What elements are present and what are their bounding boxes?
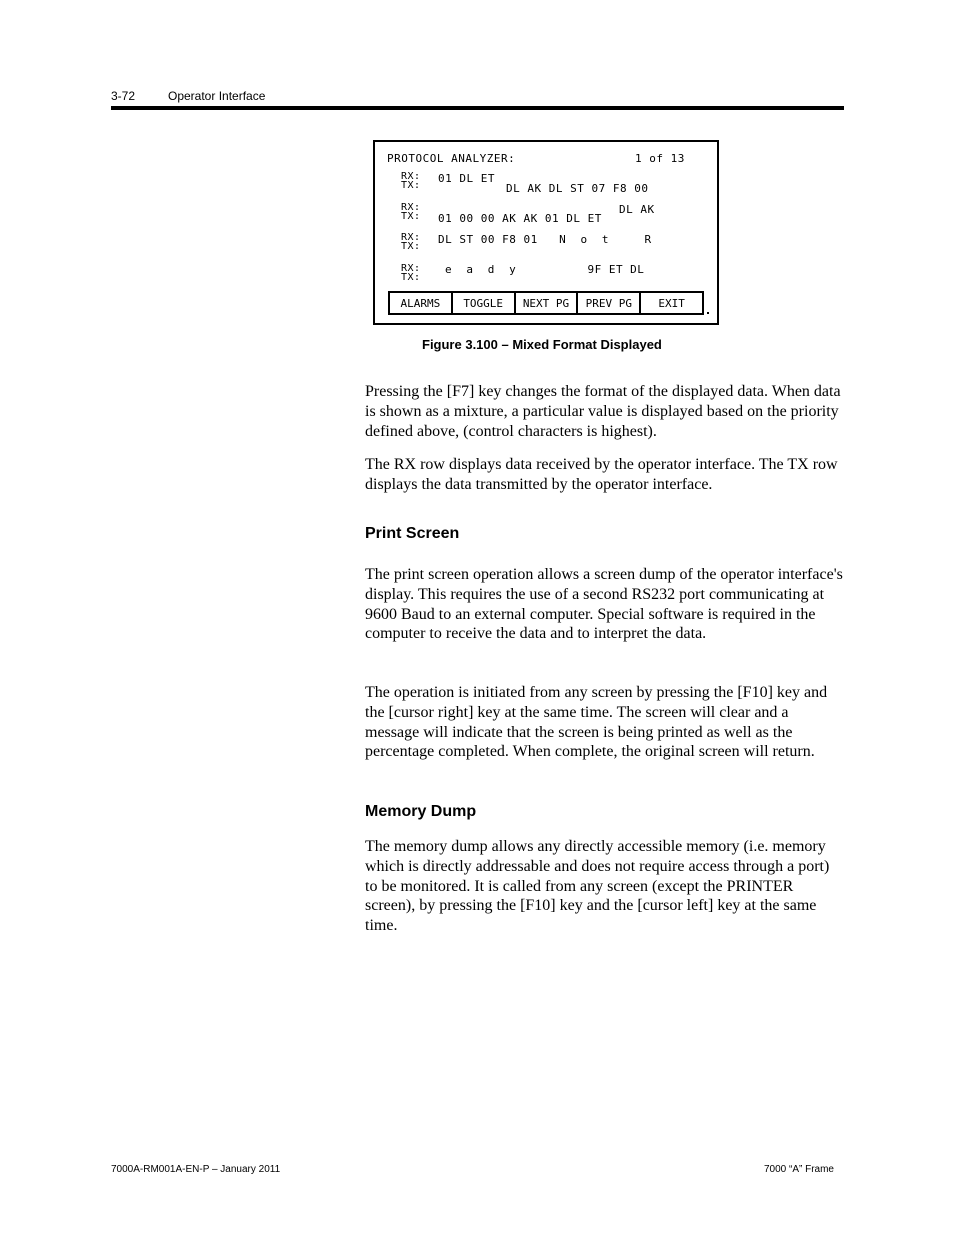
rx-label: RX: [401,263,421,274]
prev-page-key: PREV PG [578,293,641,313]
tx-label: TX: [401,211,421,222]
function-key-bar [388,291,704,315]
exit-key: EXIT [658,296,685,310]
toggle-key: TOGGLE [453,293,516,313]
rx-label: RX: [401,171,421,182]
rx-data: e a d y 9F ET DL [445,263,645,276]
page-indicator: 1 of 13 [635,152,685,165]
alarms-key: ALARMS [390,293,453,313]
tx-label: TX: [401,272,421,283]
paragraph: The operation is initiated from any screen by pressing the [F10] key and the [cursor right] key at the same time. The screen will clear and a message will indicate that the screen is being printed as well as the percentage completed. When complete, the original screen will return. [365,684,828,761]
paragraph: The memory dump allows any directly accessible memory (i.e. memory which is directly addressable and does not require access through a port) to be monitored. It is called from any screen (except the PRINTER screen), by pressing the [F10] key and the [cursor left] key at the same time. [365,838,830,935]
next-page-key: NEXT PG [516,293,579,313]
section-title: Operator Interface [168,89,266,103]
paragraph: The print screen operation allows a screen dump of the operator interface's display. This requires the use of a second RS232 port communicating at 9600 Baud to an external computer. Special software is required in the computer to receive the data and to interpret the data. [365,566,843,643]
heading-memory-dump: Memory Dump [365,803,477,820]
tx-label: TX: [401,241,421,252]
page-number: 3-72 [111,89,136,103]
rx-data: 01 DL ET [438,172,495,185]
paragraph: The RX row displays data received by the operator interface. The TX row displays the data transmitted by the operator interface. [365,456,838,493]
figure-caption: Figure 3.100 – Mixed Format Displayed [422,337,662,352]
protocol-analyzer-screen [373,140,719,325]
tx-data: DL AK DL ST 07 F8 00 [506,182,649,195]
header-rule [111,106,844,110]
footer-product: 7000 “A” Frame [763,1164,834,1175]
heading-print-screen: Print Screen [365,525,460,542]
footer-doc-id: 7000A-RM001A-EN-P – January 2011 [111,1164,281,1175]
rx-data: DL ST 00 F8 01 N o t R [438,233,652,246]
cursor-dot [707,312,709,314]
rx-label: RX: [401,232,421,243]
tx-label: TX: [401,180,421,191]
screen-title: PROTOCOL ANALYZER: [387,152,516,165]
rx-label: RX: [401,202,421,213]
tx-data: 01 00 00 AK AK 01 DL ET [438,212,602,225]
rx-data: DL AK [619,203,655,216]
paragraph: Pressing the [F7] key changes the format of the displayed data. When data is shown as a mixture, a particular value is displayed based on the priority defined above, (control characters is highest). [365,383,841,440]
